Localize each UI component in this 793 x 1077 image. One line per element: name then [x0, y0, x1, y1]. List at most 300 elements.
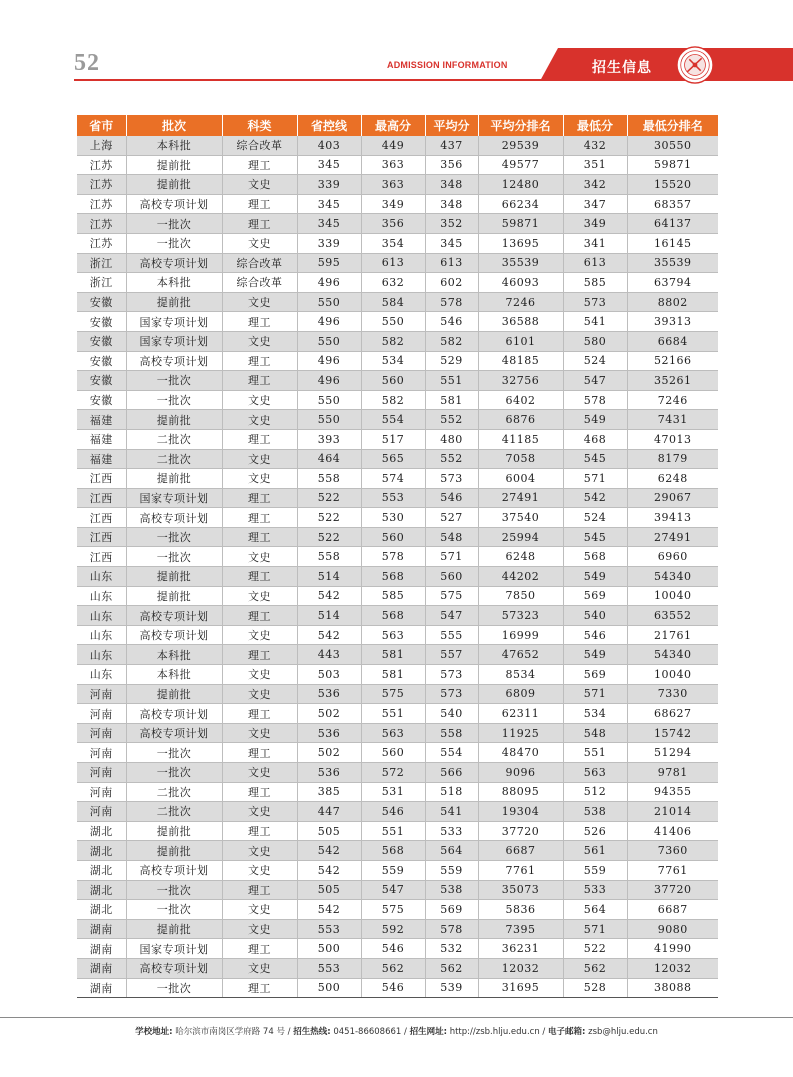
column-header: 科类 [222, 115, 297, 136]
table-cell: 540 [425, 704, 478, 724]
table-cell: 39413 [627, 508, 718, 528]
table-cell: 江西 [77, 527, 126, 547]
table-cell: 496 [297, 312, 361, 332]
table-cell: 349 [563, 214, 627, 234]
table-cell: 国家专项计划 [126, 312, 222, 332]
table-cell: 534 [563, 704, 627, 724]
table-cell: 7246 [627, 390, 718, 410]
table-cell: 理工 [222, 194, 297, 214]
table-cell: 一批次 [126, 214, 222, 234]
table-cell: 553 [361, 488, 425, 508]
table-cell: 文史 [222, 175, 297, 195]
table-cell: 7330 [627, 684, 718, 704]
table-cell: 560 [425, 567, 478, 587]
table-cell: 496 [297, 351, 361, 371]
table-cell: 46093 [478, 273, 563, 293]
table-cell: 569 [563, 665, 627, 685]
table-row [77, 645, 718, 665]
table-cell: 585 [361, 586, 425, 606]
table-cell: 7761 [478, 860, 563, 880]
table-cell: 48470 [478, 743, 563, 763]
table-cell: 8534 [478, 665, 563, 685]
table-cell: 518 [425, 782, 478, 802]
table-cell: 16999 [478, 625, 563, 645]
table-cell: 文史 [222, 547, 297, 567]
table-cell: 29539 [478, 136, 563, 155]
table-cell: 19304 [478, 802, 563, 822]
table-cell: 上海 [77, 136, 126, 155]
table-cell: 447 [297, 802, 361, 822]
table-cell: 9080 [627, 919, 718, 939]
table-cell: 94355 [627, 782, 718, 802]
table-cell: 理工 [222, 880, 297, 900]
table-cell: 349 [361, 194, 425, 214]
table-cell: 538 [563, 802, 627, 822]
column-header: 最低分 [563, 115, 627, 136]
table-cell: 文史 [222, 625, 297, 645]
table-cell: 561 [563, 841, 627, 861]
table-cell: 提前批 [126, 292, 222, 312]
table-cell: 41990 [627, 939, 718, 959]
table-row [77, 371, 718, 391]
table-row [77, 606, 718, 626]
table-cell: 浙江 [77, 273, 126, 293]
table-row [77, 233, 718, 253]
table-row [77, 586, 718, 606]
table-cell: 文史 [222, 665, 297, 685]
table-cell: 47652 [478, 645, 563, 665]
table-cell: 62311 [478, 704, 563, 724]
table-cell: 573 [563, 292, 627, 312]
table-cell: 山东 [77, 625, 126, 645]
table-cell: 550 [297, 390, 361, 410]
table-cell: 国家专项计划 [126, 331, 222, 351]
table-cell: 68357 [627, 194, 718, 214]
table-cell: 河南 [77, 704, 126, 724]
table-row [77, 390, 718, 410]
table-cell: 564 [425, 841, 478, 861]
table-cell: 351 [563, 155, 627, 175]
table-cell: 理工 [222, 351, 297, 371]
table-cell: 二批次 [126, 782, 222, 802]
table-cell: 15520 [627, 175, 718, 195]
table-cell: 530 [361, 508, 425, 528]
table-cell: 547 [425, 606, 478, 626]
table-cell: 505 [297, 880, 361, 900]
table-cell: 559 [563, 860, 627, 880]
table-cell: 12480 [478, 175, 563, 195]
table-cell: 551 [361, 704, 425, 724]
table-cell: 江苏 [77, 155, 126, 175]
table-cell: 理工 [222, 371, 297, 391]
footer-separator: / [404, 1027, 407, 1037]
table-cell: 527 [425, 508, 478, 528]
table-cell: 550 [297, 331, 361, 351]
table-cell: 河南 [77, 802, 126, 822]
table-cell: 10040 [627, 586, 718, 606]
table-cell: 山东 [77, 645, 126, 665]
table-cell: 573 [425, 665, 478, 685]
table-cell: 502 [297, 743, 361, 763]
table-cell: 500 [297, 978, 361, 998]
table-cell: 592 [361, 919, 425, 939]
table-cell: 13695 [478, 233, 563, 253]
table-cell: 572 [361, 763, 425, 783]
table-cell: 文史 [222, 860, 297, 880]
table-cell: 35073 [478, 880, 563, 900]
table-cell: 354 [361, 233, 425, 253]
table-cell: 文史 [222, 802, 297, 822]
table-cell: 403 [297, 136, 361, 155]
table-cell: 554 [361, 410, 425, 430]
table-cell: 提前批 [126, 567, 222, 587]
table-cell: 湖北 [77, 860, 126, 880]
table-cell: 山东 [77, 665, 126, 685]
table-cell: 342 [563, 175, 627, 195]
table-cell: 7761 [627, 860, 718, 880]
table-cell: 综合改革 [222, 136, 297, 155]
table-cell: 山东 [77, 567, 126, 587]
table-cell: 568 [361, 606, 425, 626]
table-cell: 6684 [627, 331, 718, 351]
table-cell: 548 [425, 527, 478, 547]
table-cell: 546 [361, 802, 425, 822]
table-cell: 提前批 [126, 919, 222, 939]
table-cell: 571 [563, 469, 627, 489]
table-cell: 514 [297, 567, 361, 587]
table-cell: 54340 [627, 645, 718, 665]
table-cell: 552 [425, 449, 478, 469]
table-cell: 522 [297, 527, 361, 547]
table-cell: 542 [297, 625, 361, 645]
table-cell: 356 [361, 214, 425, 234]
table-cell: 562 [563, 958, 627, 978]
table-row [77, 939, 718, 959]
table-cell: 江苏 [77, 194, 126, 214]
table-cell: 545 [563, 449, 627, 469]
table-row [77, 527, 718, 547]
table-cell: 345 [425, 233, 478, 253]
table-row [77, 704, 718, 724]
table-cell: 10040 [627, 665, 718, 685]
table-cell: 524 [563, 508, 627, 528]
table-cell: 江西 [77, 469, 126, 489]
table-row [77, 214, 718, 234]
table-cell: 江西 [77, 547, 126, 567]
table-cell: 湖南 [77, 958, 126, 978]
table-cell: 综合改革 [222, 273, 297, 293]
table-cell: 613 [361, 253, 425, 273]
table-cell: 464 [297, 449, 361, 469]
table-cell: 522 [297, 488, 361, 508]
table-cell: 河南 [77, 743, 126, 763]
table-cell: 529 [425, 351, 478, 371]
footer-hotline: 0451-86608661 [333, 1027, 402, 1037]
table-cell: 理工 [222, 782, 297, 802]
table-cell: 522 [297, 508, 361, 528]
table-cell: 提前批 [126, 684, 222, 704]
table-cell: 568 [361, 841, 425, 861]
table-cell: 一批次 [126, 527, 222, 547]
table-cell: 352 [425, 214, 478, 234]
university-emblem-icon [676, 46, 714, 84]
table-cell: 二批次 [126, 449, 222, 469]
table-cell: 文史 [222, 449, 297, 469]
table-cell: 江苏 [77, 214, 126, 234]
table-row [77, 175, 718, 195]
table-cell: 553 [297, 958, 361, 978]
table-cell: 88095 [478, 782, 563, 802]
table-cell: 573 [425, 469, 478, 489]
table-cell: 569 [425, 900, 478, 920]
table-cell: 500 [297, 939, 361, 959]
table-cell: 449 [361, 136, 425, 155]
table-cell: 632 [361, 273, 425, 293]
table-cell: 12032 [627, 958, 718, 978]
column-header: 平均分排名 [478, 115, 563, 136]
table-cell: 21761 [627, 625, 718, 645]
table-cell: 7850 [478, 586, 563, 606]
table-cell: 571 [563, 684, 627, 704]
table-cell: 文史 [222, 469, 297, 489]
table-row [77, 488, 718, 508]
table-cell: 542 [297, 841, 361, 861]
table-row [77, 253, 718, 273]
table-cell: 547 [563, 371, 627, 391]
table-cell: 533 [563, 880, 627, 900]
table-cell: 575 [425, 586, 478, 606]
table-cell: 49577 [478, 155, 563, 175]
table-cell: 高校专项计划 [126, 723, 222, 743]
table-cell: 37540 [478, 508, 563, 528]
table-cell: 文史 [222, 292, 297, 312]
table-cell: 496 [297, 371, 361, 391]
table-cell: 31695 [478, 978, 563, 998]
table-cell: 27491 [627, 527, 718, 547]
table-cell: 347 [563, 194, 627, 214]
table-cell: 6101 [478, 331, 563, 351]
table-cell: 37720 [478, 821, 563, 841]
table-cell: 540 [563, 606, 627, 626]
table-cell: 574 [361, 469, 425, 489]
footer-address: 哈尔滨市南岗区学府路 74 号 [175, 1027, 285, 1037]
table-cell: 山东 [77, 586, 126, 606]
table-cell: 522 [563, 939, 627, 959]
table-cell: 546 [563, 625, 627, 645]
footer [0, 1025, 793, 1037]
table-cell: 480 [425, 429, 478, 449]
table-cell: 高校专项计划 [126, 860, 222, 880]
table-cell: 526 [563, 821, 627, 841]
admission-scores-table [77, 115, 718, 998]
table-cell: 533 [425, 821, 478, 841]
table-cell: 湖北 [77, 841, 126, 861]
table-cell: 553 [297, 919, 361, 939]
table-cell: 湖北 [77, 880, 126, 900]
table-cell: 546 [425, 488, 478, 508]
table-cell: 363 [361, 155, 425, 175]
table-cell: 613 [425, 253, 478, 273]
table-cell: 582 [361, 390, 425, 410]
column-header: 批次 [126, 115, 222, 136]
table-cell: 57323 [478, 606, 563, 626]
table-cell: 安徽 [77, 292, 126, 312]
table-cell: 理工 [222, 645, 297, 665]
table-cell: 54340 [627, 567, 718, 587]
column-header: 最高分 [361, 115, 425, 136]
table-cell: 345 [297, 194, 361, 214]
table-cell: 安徽 [77, 390, 126, 410]
table-cell: 9096 [478, 763, 563, 783]
table-row [77, 821, 718, 841]
table-cell: 64137 [627, 214, 718, 234]
table-row [77, 292, 718, 312]
table-cell: 6004 [478, 469, 563, 489]
table-row [77, 802, 718, 822]
table-cell: 文史 [222, 331, 297, 351]
table-cell: 571 [425, 547, 478, 567]
table-cell: 558 [297, 547, 361, 567]
table-cell: 560 [361, 743, 425, 763]
table-cell: 7058 [478, 449, 563, 469]
table-cell: 河南 [77, 684, 126, 704]
table-cell: 546 [361, 939, 425, 959]
table-cell: 562 [361, 958, 425, 978]
table-cell: 531 [361, 782, 425, 802]
table-row [77, 273, 718, 293]
footer-separator: / [287, 1027, 291, 1037]
table-cell: 25994 [478, 527, 563, 547]
table-cell: 581 [425, 390, 478, 410]
table-cell: 558 [425, 723, 478, 743]
table-cell: 12032 [478, 958, 563, 978]
table-cell: 8802 [627, 292, 718, 312]
table-cell: 38088 [627, 978, 718, 998]
table-cell: 595 [297, 253, 361, 273]
table-cell: 河南 [77, 723, 126, 743]
table-cell: 565 [361, 449, 425, 469]
footer-email: zsb@hlju.edu.cn [588, 1027, 658, 1037]
table-cell: 江西 [77, 508, 126, 528]
header-band [540, 48, 793, 81]
table-cell: 河南 [77, 763, 126, 783]
table-cell: 理工 [222, 606, 297, 626]
table-cell: 559 [425, 860, 478, 880]
column-header: 平均分 [425, 115, 478, 136]
table-cell: 555 [425, 625, 478, 645]
column-header: 省控线 [297, 115, 361, 136]
table-cell: 582 [361, 331, 425, 351]
table-cell: 提前批 [126, 841, 222, 861]
table-cell: 558 [297, 469, 361, 489]
table-cell: 534 [361, 351, 425, 371]
table-cell: 363 [361, 175, 425, 195]
table-cell: 16145 [627, 233, 718, 253]
table-cell: 542 [563, 488, 627, 508]
table-cell: 571 [563, 919, 627, 939]
table-cell: 541 [563, 312, 627, 332]
table-cell: 浙江 [77, 253, 126, 273]
table-row [77, 469, 718, 489]
table-cell: 本科批 [126, 273, 222, 293]
table-cell: 7395 [478, 919, 563, 939]
table-cell: 文史 [222, 586, 297, 606]
table-cell: 6687 [627, 900, 718, 920]
table-cell: 一批次 [126, 763, 222, 783]
table-cell: 44202 [478, 567, 563, 587]
table-row [77, 331, 718, 351]
footer-website-label: 招生网址: [409, 1027, 447, 1037]
table-row [77, 508, 718, 528]
table-cell: 6960 [627, 547, 718, 567]
table-cell: 552 [425, 410, 478, 430]
table-cell: 575 [361, 900, 425, 920]
table-cell: 国家专项计划 [126, 939, 222, 959]
table-cell: 578 [563, 390, 627, 410]
table-cell: 二批次 [126, 429, 222, 449]
table-cell: 11925 [478, 723, 563, 743]
column-header: 省市 [77, 115, 126, 136]
table-cell: 5836 [478, 900, 563, 920]
table-cell: 本科批 [126, 136, 222, 155]
table-cell: 福建 [77, 449, 126, 469]
table-cell: 一批次 [126, 978, 222, 998]
table-cell: 32756 [478, 371, 563, 391]
table-row [77, 351, 718, 371]
table-cell: 文史 [222, 233, 297, 253]
table-cell: 湖北 [77, 900, 126, 920]
table-cell: 一批次 [126, 547, 222, 567]
table-cell: 541 [425, 802, 478, 822]
table-cell: 503 [297, 665, 361, 685]
table-row [77, 567, 718, 587]
table-cell: 一批次 [126, 390, 222, 410]
table-cell: 本科批 [126, 645, 222, 665]
table-cell: 582 [425, 331, 478, 351]
table-cell: 41406 [627, 821, 718, 841]
table-cell: 47013 [627, 429, 718, 449]
table-cell: 9781 [627, 763, 718, 783]
table-cell: 559 [361, 860, 425, 880]
table-cell: 356 [425, 155, 478, 175]
header-english-title: ADMISSION INFORMATION [387, 60, 508, 70]
table-row [77, 429, 718, 449]
table-row [77, 782, 718, 802]
table-cell: 理工 [222, 527, 297, 547]
table-cell: 539 [425, 978, 478, 998]
table-cell: 573 [425, 684, 478, 704]
table-cell: 安徽 [77, 312, 126, 332]
table-cell: 59871 [478, 214, 563, 234]
table-cell: 385 [297, 782, 361, 802]
table-cell: 理工 [222, 429, 297, 449]
header-chinese-title: 招生信息 [592, 60, 652, 76]
table-cell: 549 [563, 645, 627, 665]
table-cell: 福建 [77, 410, 126, 430]
table-cell: 高校专项计划 [126, 194, 222, 214]
table-row [77, 547, 718, 567]
table-cell: 551 [563, 743, 627, 763]
table-cell: 563 [563, 763, 627, 783]
table-row [77, 410, 718, 430]
table-cell: 提前批 [126, 586, 222, 606]
table-row [77, 880, 718, 900]
table-cell: 581 [361, 665, 425, 685]
table-cell: 湖南 [77, 919, 126, 939]
table-cell: 文史 [222, 841, 297, 861]
table-cell: 550 [297, 410, 361, 430]
table-cell: 546 [361, 978, 425, 998]
